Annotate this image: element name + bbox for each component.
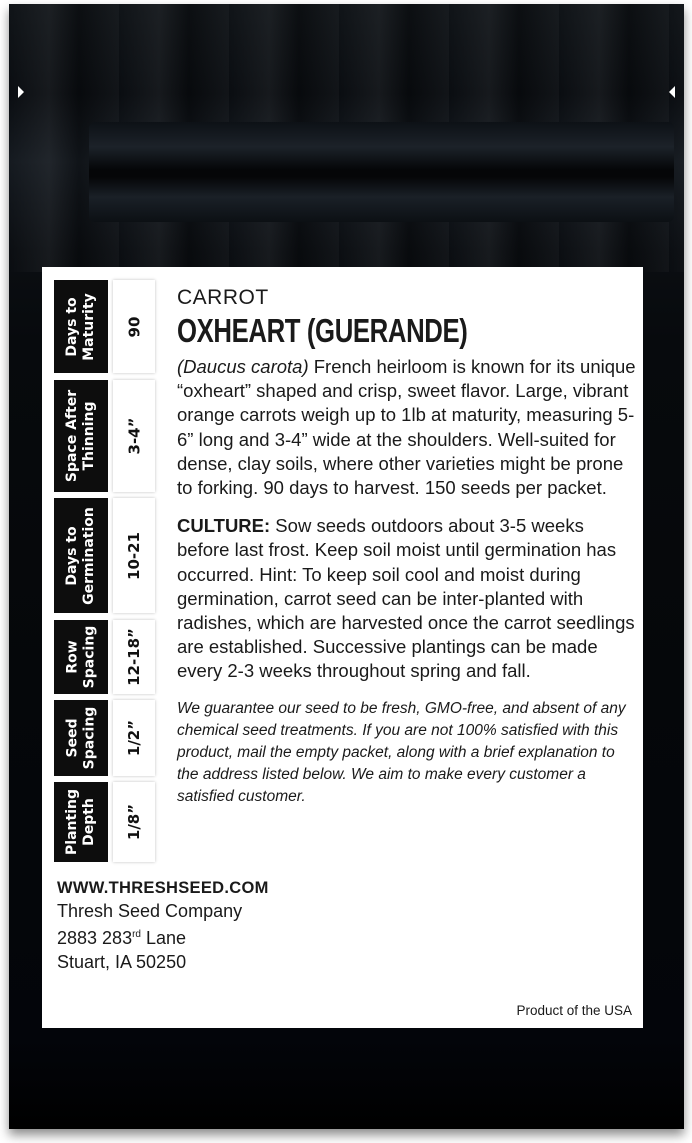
variety-name: OXHEART (GUERANDE) xyxy=(177,312,468,349)
tear-notch-right-icon xyxy=(669,86,675,98)
scientific-name: (Daucus carota) xyxy=(177,356,309,377)
description xyxy=(177,355,637,500)
culture-text: Sow seeds outdoors about 3-5 weeks before last frost. Keep soil moist until germination has occurred. Hint: To keep soil cool and moist during germination, carrot seed can be inter-planted with radishes, which are harvested once the carrot seedlings are established. Successive plantings can be made every 2-3 weeks throughout spring and fall. xyxy=(177,515,635,682)
culture-section xyxy=(177,514,637,683)
stat-label: Row Spacing xyxy=(54,620,108,694)
stat-value: 10-21 xyxy=(113,498,155,613)
crop-name: CARROT xyxy=(177,286,269,309)
tear-notch-left-icon xyxy=(18,86,24,98)
company-name: Thresh Seed Company xyxy=(57,901,243,921)
stat-days-to-germination xyxy=(42,498,172,613)
zipper-seal xyxy=(89,122,674,222)
stat-value: 12-18” xyxy=(113,620,155,694)
packet-label xyxy=(42,267,643,1028)
stat-label: Days to Germination xyxy=(54,498,108,613)
country-of-origin: Product of the USA xyxy=(516,1003,632,1018)
stat-value: 1/8” xyxy=(113,782,155,862)
stat-value: 1/2” xyxy=(113,700,155,776)
website-link[interactable]: WWW.THRESHSEED.COM xyxy=(57,879,269,897)
stat-label: Seed Spacing xyxy=(54,700,108,776)
product-info xyxy=(177,285,637,808)
description-text: French heirloom is known for its unique “oxheart” shaped and crisp, sweet flavor. Large, vibrant orange carrots weigh up to 1lb at maturity, measuring 5-6” long and 3-4” wide at the shoulders. Well-suited for dense, clay soils, where other varieties might be prone to forking. 90 days to harvest. 150 seeds per packet. xyxy=(177,356,636,499)
stat-planting-depth xyxy=(42,782,172,862)
stat-row-spacing xyxy=(42,620,172,694)
stat-value: 90 xyxy=(113,280,155,373)
city-state-zip: Stuart, IA 50250 xyxy=(57,952,187,972)
stat-seed-spacing xyxy=(42,700,172,776)
stat-space-after-thinning xyxy=(42,380,172,492)
stat-label: Space After Thinning xyxy=(54,380,108,492)
stat-label: Planting Depth xyxy=(54,782,108,862)
stat-label: Days to Maturity xyxy=(54,280,108,373)
stat-value: 3-4” xyxy=(113,380,155,492)
culture-heading: CULTURE: xyxy=(177,515,271,537)
street-address: 2883 283rd Lane xyxy=(57,928,187,948)
guarantee-text: We guarantee our seed to be fresh, GMO-free, and absent of any chemical seed treatments. If you are not 100% satisfied with this product, mail the empty packet, along with a brief explanation to the address listed below. We aim to make every customer a satisfied customer. xyxy=(177,699,626,805)
stat-days-to-maturity xyxy=(42,280,172,373)
company-info xyxy=(57,877,269,974)
